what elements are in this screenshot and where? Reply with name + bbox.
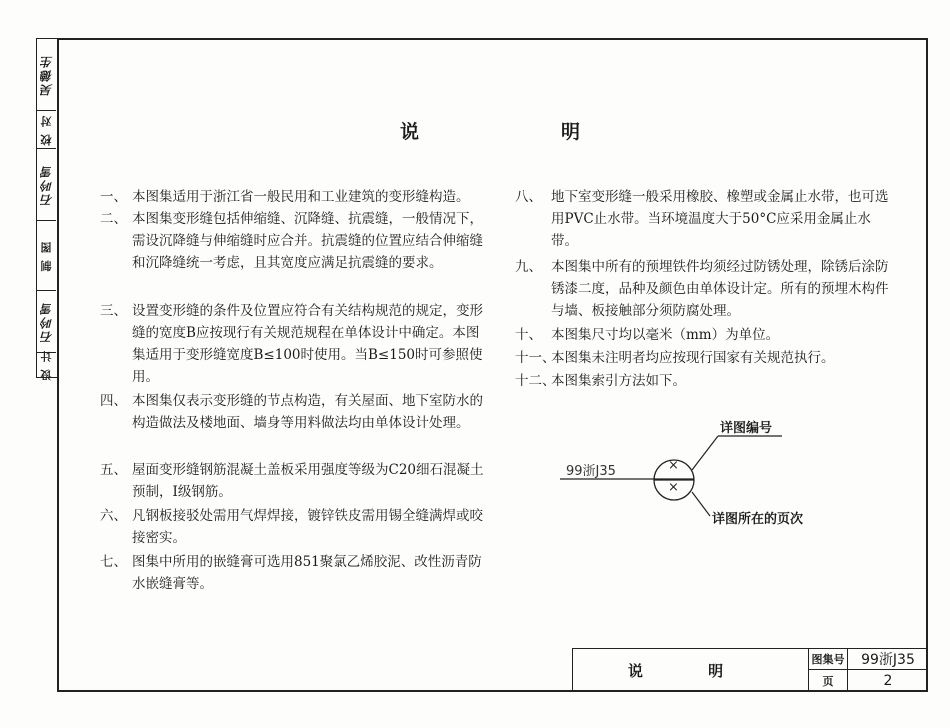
- strip-cell: 吴德生: [37, 39, 56, 111]
- title-char: 明: [560, 121, 580, 143]
- atlas-row: [809, 649, 928, 670]
- detail-number-label: 详图编号: [720, 421, 773, 436]
- note-item: 五、 屋面变形缝钢筋混凝土盖板采用强度等级为C20细石混凝土预制，I级钢筋。: [100, 462, 484, 500]
- atlas-code-label: 99浙J35: [566, 464, 616, 479]
- drawing-name: 说 明: [627, 662, 754, 680]
- note-item: 九、 本图集中所有的预埋铁件均须经过防锈处理，除锈后涂防锈漆二度，品种及颜色由单体设计定。所有的预埋木构件与墙、板接触部分须防腐处理。: [515, 259, 889, 319]
- title-block: [572, 648, 928, 692]
- strip-cell: 校 对: [37, 111, 56, 149]
- page-row: [809, 670, 928, 691]
- page-number-mark: ×: [668, 480, 679, 495]
- note-item: 六、 凡钢板接驳处需用气焊焊接，镀锌铁皮需用锡全缝满焊或咬接密实。: [100, 508, 483, 546]
- note-item: 一、 本图集适用于浙江省一般民用和工业建筑的变形缝构造。: [100, 189, 470, 205]
- signature-strip: [36, 38, 57, 381]
- note-item: 十、 本图集尺寸均以毫米（mm）为单位。: [515, 327, 780, 343]
- strip-cell: 石吟雪: [37, 291, 56, 353]
- note-item: 八、 地下室变形缝一般采用橡胶、橡塑或金属止水带，也可选用PVC止水带。当环境温度大于50°C应采用金属止水带。: [515, 189, 889, 249]
- index-symbol-diagram: [560, 412, 860, 532]
- atlas-value: 99浙J35: [861, 652, 915, 668]
- title-char: 说: [400, 121, 420, 143]
- page-key: 页: [809, 670, 848, 691]
- note-item: 十二、 本图集索引方法如下。: [515, 373, 686, 389]
- atlas-key: 图集号: [809, 649, 848, 669]
- strip-cell: 制 图: [37, 221, 56, 291]
- note-item: 十一、 本图集未注明者均应按现行国家有关规范执行。: [515, 350, 835, 366]
- note-item: 四、 本图集仅表示变形缝的节点构造，有关屋面、地下室防水的构造做法及楼地面、墙身等用料做法均由单体设计处理。: [100, 393, 483, 431]
- detail-page-label: 详图所在的页次: [712, 512, 804, 527]
- leader-top: [692, 436, 718, 470]
- strip-cell: 石吟雪: [37, 149, 56, 221]
- page-title: [400, 117, 580, 144]
- note-item: 二、 本图集变形缝包括伸缩缝、沉降缝、抗震缝，一般情况下，需设沉降缝与伸缩缝时应合并。抗震缝的位置应结合伸缩缝和沉降缝统一考虑，且其宽度应满足抗震缝的要求。: [100, 211, 483, 271]
- leader-bottom: [692, 492, 710, 516]
- title-block-grid: [808, 649, 928, 692]
- strip-cell: 设 计: [39, 349, 53, 381]
- note-item: 七、 图集中所用的嵌缝膏可选用851聚氯乙烯胶泥、改性沥青防水嵌缝膏等。: [100, 554, 482, 592]
- page-value: 2: [883, 672, 893, 689]
- note-item: 三、 设置变形缝的条件及位置应符合有关结构规范的规定，变形缝的宽度B应按现行有关规范规程在单体设计中确定。本图集适用于变形缝宽度B≤100时使用。当B≤150时可参照使用。: [100, 303, 483, 385]
- detail-number-mark: ×: [668, 458, 679, 473]
